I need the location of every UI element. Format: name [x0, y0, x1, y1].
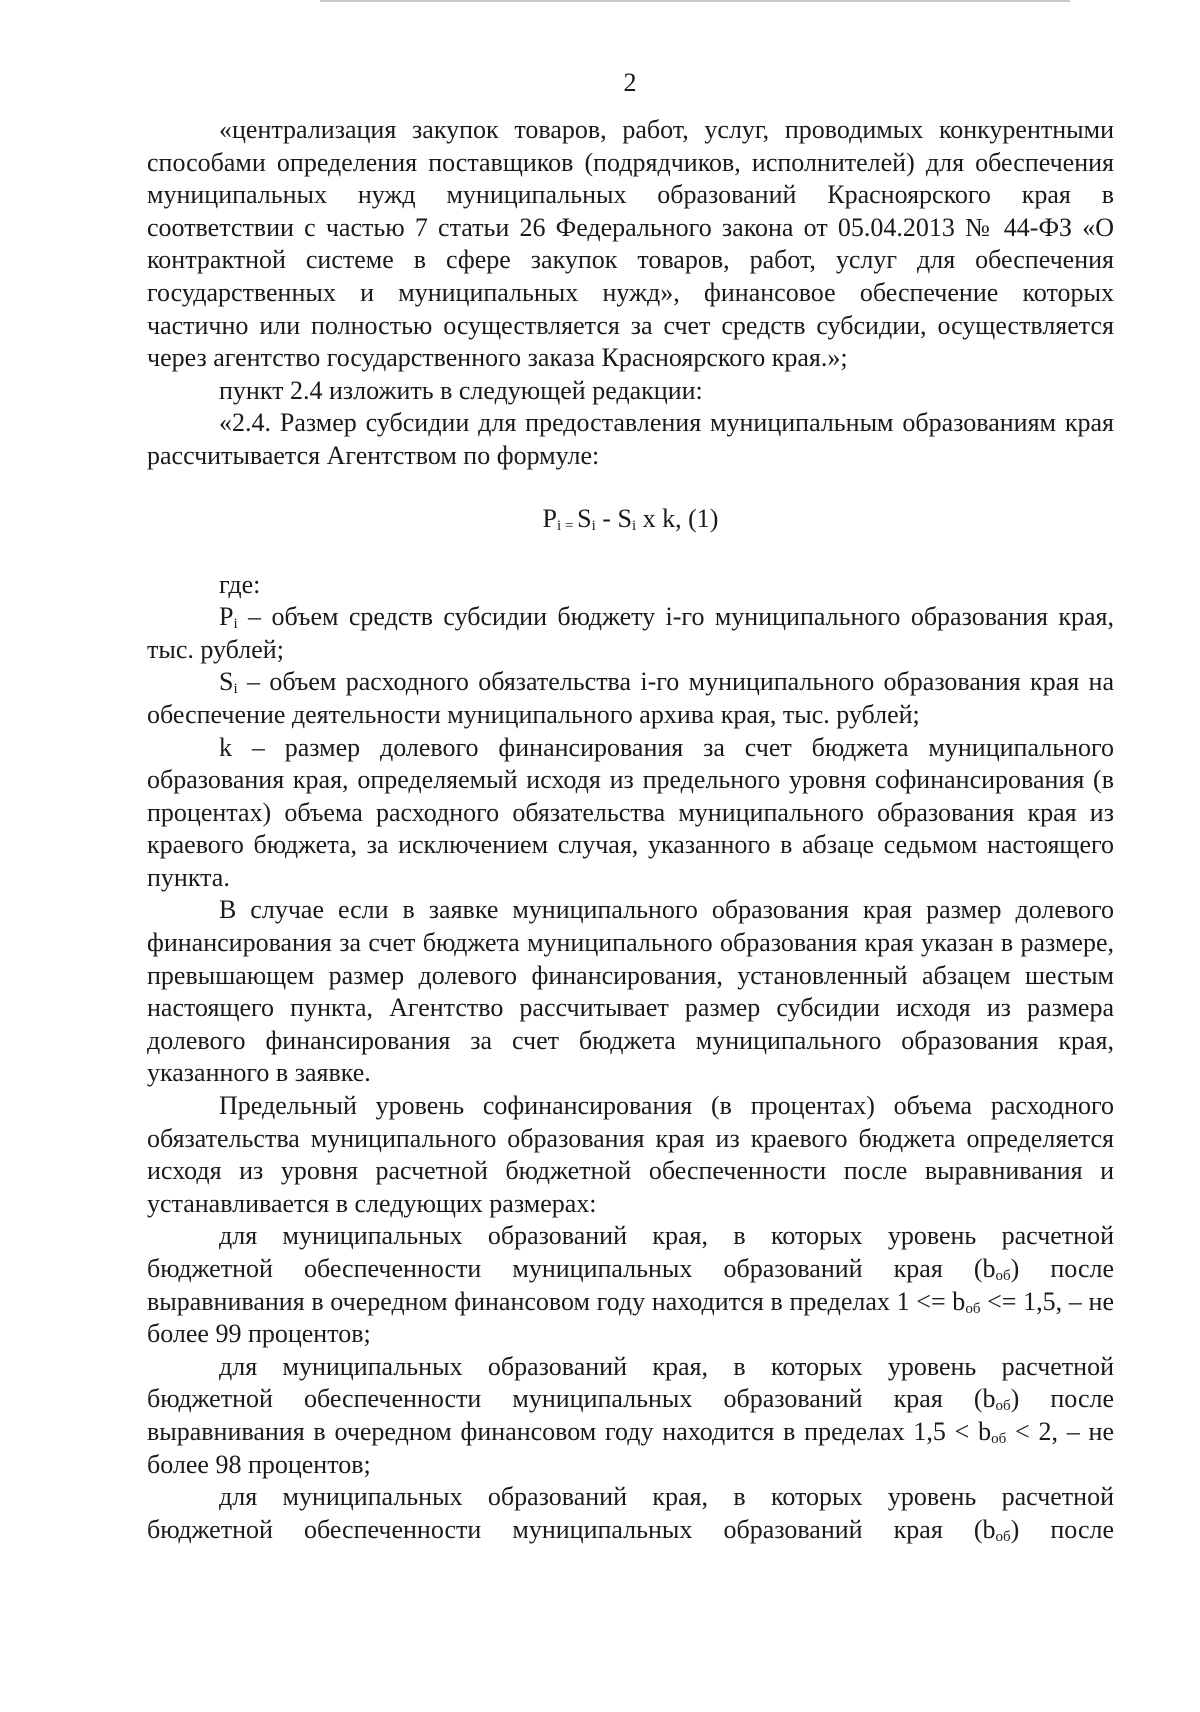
formula-sub: i	[591, 517, 596, 534]
def-text: – объем расходного обязательства i-го муниципального образования края на обеспечение деятельности муниципального архива края, тыс. рублей;	[147, 667, 1114, 729]
level-sub: об	[991, 1430, 1007, 1447]
def-text: – объем средств субсидии бюджету i-го муниципального образования края, тыс. рублей;	[147, 602, 1114, 664]
level-text: ) после	[1010, 1514, 1115, 1544]
paragraph-application-case: В случае если в заявке муниципального образования края размер долевого финансирования за счет бюджета муниципального образования края указан в размере, превышающем размер долевого финансирования, установленный абзацем шестым настоящего пункта, Агентство рассчитывает размер субсидии исходя из размера долевого финансирования за счет бюджета муниципального образования края, указанного в заявке.	[147, 895, 1114, 1088]
def-var: S	[219, 667, 234, 697]
page-number: 2	[623, 68, 637, 97]
formula-equals: =	[561, 517, 578, 534]
paragraph-cofinancing-level: Предельный уровень софинансирования (в процентах) объема расходного обязательства муниципального образования края из краевого бюджета определяется исходя из уровня расчетной бюджетной обеспеченности после выравнивания и устанавливается в следующих размерах:	[147, 1091, 1114, 1218]
formula-rest: x k, (1)	[636, 503, 719, 533]
level-sub: об	[995, 1398, 1011, 1415]
formula-sub: i	[631, 517, 637, 534]
def-sub: i	[233, 681, 238, 698]
formula-var-s: S	[617, 503, 632, 533]
def-sub: i	[233, 616, 238, 633]
formula-1	[147, 473, 1114, 569]
scan-edge-line	[320, 0, 1070, 2]
formula-var-p: P	[542, 503, 558, 533]
level-text: ) после выравнивания в очередном финансовом году находится в пределах 1 <= b	[147, 1254, 1115, 1316]
level-sub: об	[995, 1268, 1011, 1284]
level-text: для муниципальных образований края, в которых уровень расчетной бюджетной обеспеченности муниципальных образований края (b	[147, 1351, 1114, 1414]
paragraph-amend-2-4: пункт 2.4 изложить в следующей редакции:	[219, 375, 703, 405]
paragraph-level-next	[147, 1481, 1114, 1546]
paragraph-2-4-intro: «2.4. Размер субсидии для предоставления муниципальным образованиям края рассчитывается Агентством по формуле:	[147, 408, 1114, 470]
level-text: ) после выравнивания в очередном финансовом году находится в пределах 1,5 < b	[147, 1384, 1115, 1446]
level-sub: об	[995, 1528, 1011, 1545]
paragraph-level-98	[147, 1351, 1114, 1481]
level-text: <= 1,5, – не более 99 процентов;	[147, 1286, 1114, 1349]
document-body	[147, 114, 1114, 1546]
level-text: для муниципальных образований края, в которых уровень расчетной бюджетной обеспеченности муниципальных образований края (b	[147, 1482, 1114, 1544]
level-text: для муниципальных образований края, в которых уровень расчетной бюджетной обеспеченности муниципальных образований края (b	[147, 1221, 1114, 1283]
level-sub: об	[965, 1300, 981, 1317]
formula-minus: -	[595, 503, 618, 533]
formula-sub: i	[557, 517, 562, 534]
paragraph-level-99	[147, 1220, 1114, 1350]
paragraph-def-si	[147, 666, 1114, 731]
paragraph-def-pi	[147, 601, 1114, 666]
paragraph-where: где:	[219, 569, 261, 599]
formula-var-s: S	[577, 503, 592, 533]
paragraph-centralization: «централизация закупок товаров, работ, услуг, проводимых конкурентными способами определения поставщиков (подрядчиков, исполнителей) для обеспечения муниципальных нужд муниципальных образований Красноярского края в соответствии с частью 7 статьи 26 Федерального закона от 05.04.2013 № 44-ФЗ «О контрактной системе в сфере закупок товаров, работ, услуг для обеспечения государственных и муниципальных нужд», финансовое обеспечение которых частично или полностью осуществляется за счет средств субсидии, осуществляется через агентство государственного заказа Красноярского края.»;	[147, 115, 1114, 373]
paragraph-def-k: k – размер долевого финансирования за счет бюджета муниципального образования края, определяемый исходя из предельного уровня софинансирования (в процентах) объема расходного обязательства муниципального образования края из краевого бюджета, за исключением случая, указанного в абзаце седьмом настоящего пункта.	[147, 732, 1114, 892]
level-text: < 2, – не более 98 процентов;	[147, 1416, 1115, 1479]
def-var: P	[219, 602, 234, 632]
